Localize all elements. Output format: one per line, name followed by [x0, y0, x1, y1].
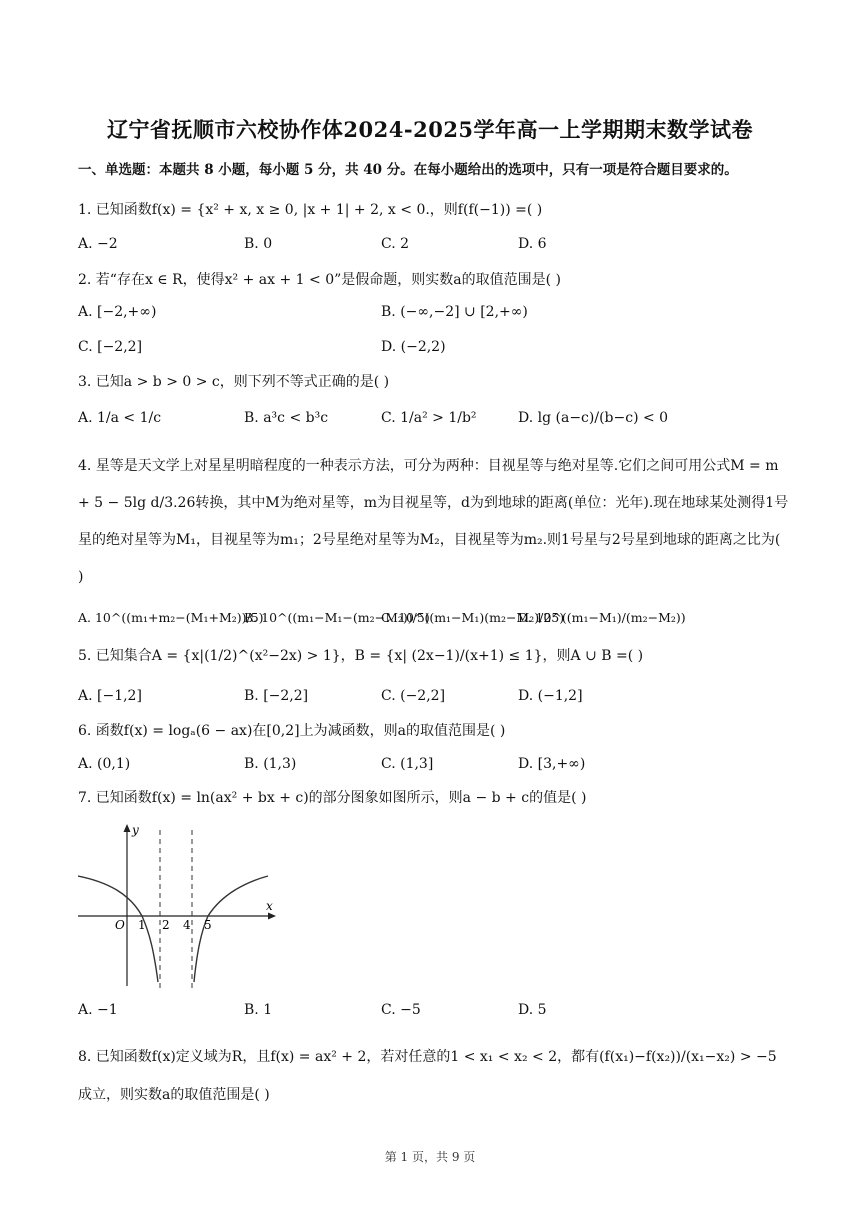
page-footer: 第 1 页，共 9 页	[384, 1150, 476, 1164]
option-d: D. 10^((m₁−M₁)/(m₂−M₂))	[518, 610, 686, 625]
option-c: C. 2	[381, 236, 410, 252]
section-heading: 一、单选题：本题共 8 小题，每小题 5 分，共 40 分。在每小题给出的选项中，只有一项是符合题目要求的。	[78, 162, 738, 178]
option-d: D. 6	[518, 236, 547, 252]
question-1: 1. 已知函数f(x) = {x² + x, x ≥ 0, |x + 1| + 2, x < 0.，则f(f(−1)) =( )	[78, 202, 543, 218]
question-3: 3. 已知a > b > 0 > c，则下列不等式正确的是( )	[78, 374, 390, 390]
option-a: A. [−1,2]	[78, 688, 142, 704]
x-axis-arrow	[268, 913, 276, 920]
option-a: A. (0,1)	[78, 756, 131, 772]
option-a: A. 10^((m₁+m₂−(M₁+M₂))/5)	[78, 610, 264, 625]
function-graph	[78, 822, 278, 990]
option-b: B. 1	[244, 1002, 273, 1018]
option-b: B. a³c < b³c	[244, 410, 329, 426]
x-axis-label: x	[266, 899, 273, 913]
y-axis-label: y	[132, 823, 139, 837]
option-d: D. [3,+∞)	[518, 756, 586, 772]
option-d: D. (−2,2)	[381, 339, 446, 355]
option-d: D. 5	[518, 1002, 547, 1018]
option-c: C. (1,3]	[381, 756, 434, 772]
question-7: 7. 已知函数f(x) = ln(ax² + bx + c)的部分图象如图所示，则a − b + c的值是( )	[78, 790, 587, 806]
x-tick-2: 2	[162, 918, 170, 932]
option-b: B. (1,3)	[244, 756, 297, 772]
option-a: A. −2	[78, 236, 118, 252]
y-axis-arrow	[124, 824, 131, 832]
option-a: A. −1	[78, 1002, 118, 1018]
question-8: 8. 已知函数f(x)定义域为R，且f(x) = ax² + 2，若对任意的1 < x₁ < x₂ < 2，都有(f(x₁)−f(x₂))/(x₁−x₂) > −5成立，则实数a的取值范围是( )	[78, 1049, 777, 1103]
option-a: A. 1/a < 1/c	[78, 410, 162, 426]
option-c: C. 10^((m₁−M₁)(m₂−M₂)/25)	[381, 610, 565, 625]
option-b: B. [−2,2]	[244, 688, 309, 704]
question-2: 2. 若“存在x ∈ R，使得x² + ax + 1 < 0”是假命题，则实数a的取值范围是( )	[78, 272, 561, 288]
option-c: C. [−2,2]	[78, 339, 143, 355]
origin-label: O	[115, 918, 125, 932]
option-d: D. lg (a−c)/(b−c) < 0	[518, 410, 669, 426]
option-c: C. (−2,2]	[381, 688, 446, 704]
option-b: B. (−∞,−2] ∪ [2,+∞)	[381, 304, 528, 320]
question-4: 4. 星等是天文学上对星星明暗程度的一种表示方法，可分为两种：目视星等与绝对星等.它们之间可用公式M = m + 5 − 5lg d/3.26转换，其中M为绝对星等，m为目视星等，d为到地球的距离(单位：光年).现在地球某处测得1号星的绝对星等为M₁，目视星等为m₁；2号星绝对星等为M₂，目视星等为m₂.则1号星与2号星到地球的距离之比为( )	[78, 458, 789, 585]
page-title: 辽宁省抚顺市六校协作体2024-2025学年高一上学期期末数学试卷	[106, 117, 754, 142]
option-a: A. [−2,+∞)	[78, 304, 157, 320]
x-tick-5: 5	[204, 918, 212, 932]
question-6: 6. 函数f(x) = logₐ(6 − ax)在[0,2]上为减函数，则a的取值范围是( )	[78, 723, 506, 739]
option-d: D. (−1,2]	[518, 688, 583, 704]
option-b: B. 10^((m₁−M₁−(m₂−M₂))/5)	[244, 610, 430, 625]
option-b: B. 0	[244, 236, 273, 252]
x-tick-1: 1	[138, 918, 146, 932]
question-5: 5. 已知集合A = {x|(1/2)^(x²−2x) > 1}，B = {x| (2x−1)/(x+1) ≤ 1}，则A ∪ B =( )	[78, 648, 644, 664]
option-c: C. −5	[381, 1002, 421, 1018]
option-c: C. 1/a² > 1/b²	[381, 410, 477, 426]
x-tick-4: 4	[183, 918, 191, 932]
